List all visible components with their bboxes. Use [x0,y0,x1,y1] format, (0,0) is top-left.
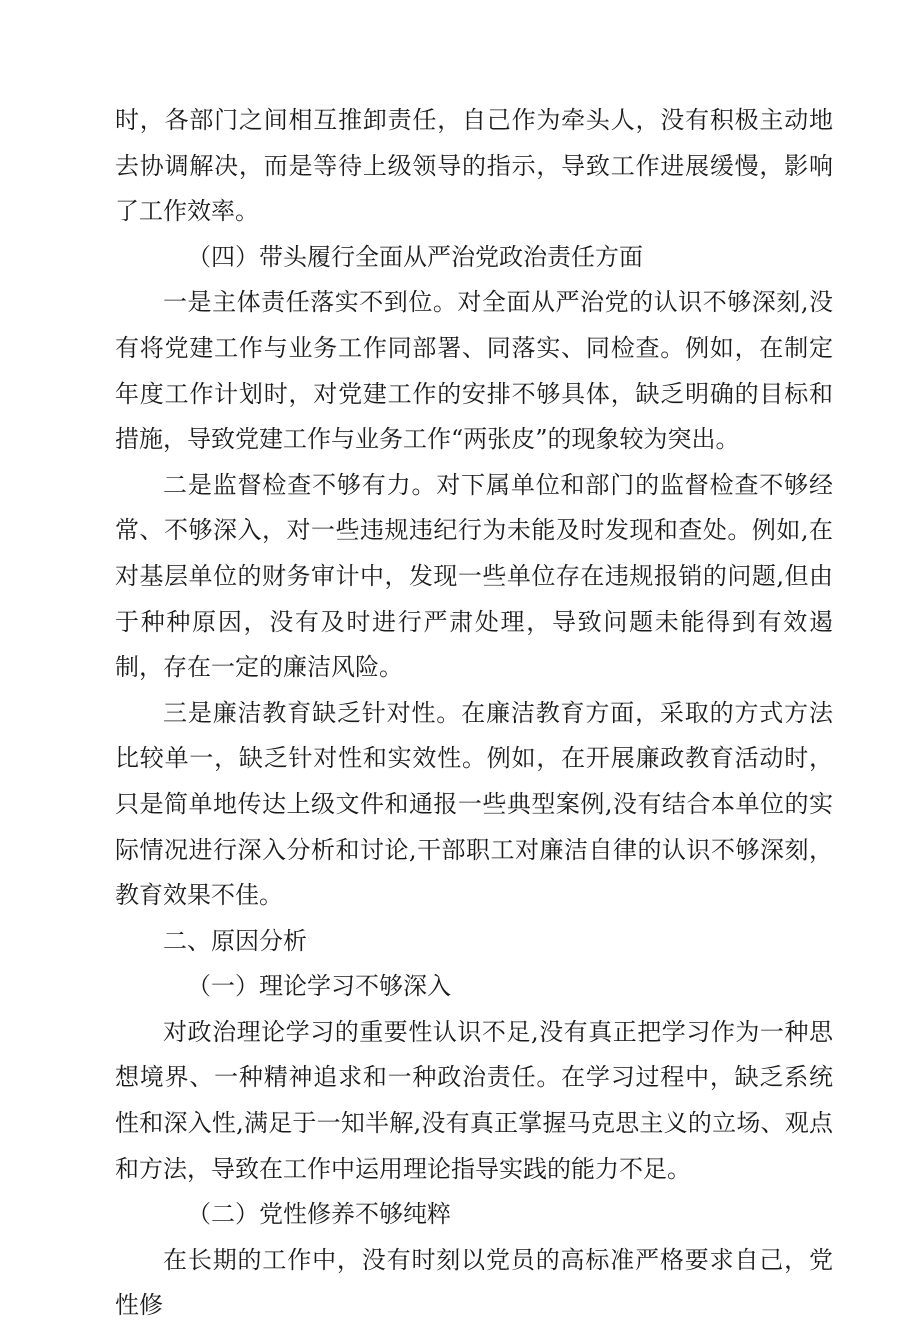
paragraph-point-3: 三是廉洁教育缺乏针对性。在廉洁教育方面，采取的方式方法比较单一，缺乏针对性和实效性。例如，在开展廉政教育活动时，只是简单地传达上级文件和通报一些典型案例,没有结合本单位的实际情况进行深入分析和讨论,干部职工对廉洁自律的认识不够深刻，教育效果不佳。 [115,698,833,910]
paragraph-theory-study: 对政治理论学习的重要性认识不足,没有真正把学习作为一种思想境界、一种精神追求和一种政治责任。在学习过程中，缺乏系统性和深入性,满足于一知半解,没有真正掌握马克思主义的立场、观点和方法，导致在工作中运用理论指导实践的能力不足。 [115,1017,833,1183]
paragraph-point-1: 一是主体责任落实不到位。对全面从严治党的认识不够深刻,没有将党建工作与业务工作同部署、同落实、同检查。例如，在制定年度工作计划时，对党建工作的安排不够具体，缺乏明确的目标和措施，导致党建工作与业务工作“两张皮”的现象较为突出。 [115,288,833,454]
paragraph-continuation: 时，各部门之间相互推卸责任，自己作为牵头人，没有积极主动地去协调解决，而是等待上级领导的指示，导致工作进展缓慢，影响了工作效率。 [115,106,833,226]
paragraph-point-2: 二是监督检查不够有力。对下属单位和部门的监督检查不够经常、不够深入，对一些违规违纪行为未能及时发现和查处。例如,在对基层单位的财务审计中，发现一些单位存在违规报销的问题,但由于种种原因，没有及时进行严肃处理，导致问题未能得到有效遏制，存在一定的廉洁风险。 [115,470,833,682]
chapter-heading-cause-analysis: 二、原因分析 [163,926,307,955]
section-heading-2: （二）党性修养不够纯粹 [187,1200,451,1229]
section-heading-1: （一）理论学习不够深入 [187,972,451,1001]
document-body [115,98,833,1329]
section-heading-4: （四）带头履行全面从严治党政治责任方面 [187,242,643,271]
paragraph-party-spirit: 在长期的工作中，没有时刻以党员的高标准严格要求自己，党性修 [115,1245,833,1320]
